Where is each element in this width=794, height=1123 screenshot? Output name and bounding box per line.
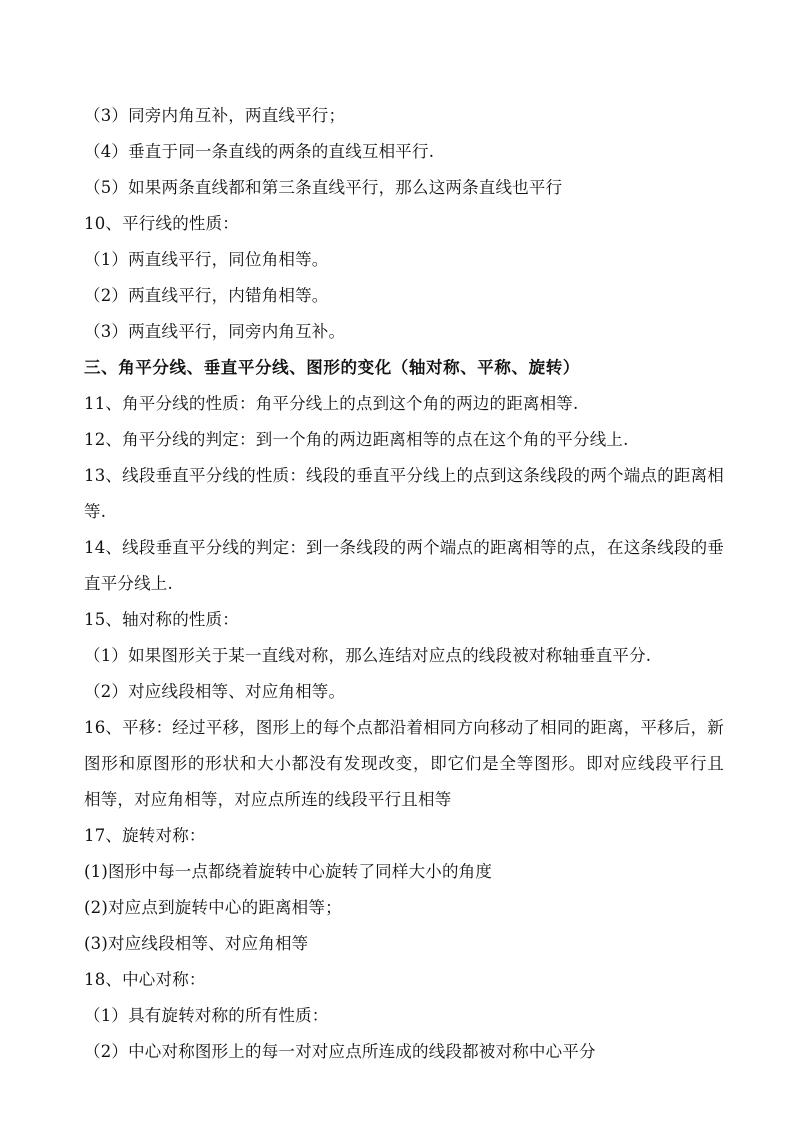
text-line: （2）两直线平行，内错角相等。 bbox=[84, 286, 329, 305]
section-heading: 三、角平分线、垂直平分线、图形的变化（轴对称、平称、旋转） bbox=[84, 358, 580, 377]
text-line: （3）同旁内角互补，两直线平行； bbox=[84, 106, 346, 125]
document-body bbox=[84, 98, 724, 1070]
text-line: 12、角平分线的判定：到一个角的两边距离相等的点在这个角的平分线上. bbox=[84, 430, 629, 449]
text-line: （5）如果两条直线都和第三条直线平行，那么这两条直线也平行 bbox=[84, 178, 563, 197]
section-item-title: 17、旋转对称： bbox=[84, 826, 206, 845]
paragraph: 14、线段垂直平分线的判定：到一条线段的两个端点的距离相等的点，在这条线段的垂直平分线上. bbox=[84, 538, 724, 593]
text-line: （4）垂直于同一条直线的两条的直线互相平行. bbox=[84, 142, 435, 161]
text-line: （2）对应线段相等、对应角相等。 bbox=[84, 682, 346, 701]
text-line: （1）如果图形关于某一直线对称，那么连结对应点的线段被对称轴垂直平分. bbox=[84, 646, 652, 665]
text-line: （3）两直线平行，同旁内角互补。 bbox=[84, 322, 346, 341]
section-item-title: 10、平行线的性质： bbox=[84, 214, 239, 233]
text-line: (1)图形中每一点都绕着旋转中心旋转了同样大小的角度 bbox=[84, 862, 493, 881]
paragraph: 13、线段垂直平分线的性质：线段的垂直平分线上的点到这条线段的两个端点的距离相等. bbox=[84, 466, 724, 521]
text-line: （1）两直线平行，同位角相等。 bbox=[84, 250, 329, 269]
text-line: （2）中心对称图形上的每一对对应点所连成的线段都被对称中心平分 bbox=[84, 1042, 596, 1061]
section-item-title: 15、轴对称的性质： bbox=[84, 610, 239, 629]
text-line: 11、角平分线的性质：角平分线上的点到这个角的两边的距离相等. bbox=[84, 394, 579, 413]
paragraph: 16、平移：经过平移，图形上的每个点都沿着相同方向移动了相同的距离，平移后，新图形和原图形的形状和大小都没有发现改变，即它们是全等图形。即对应线段平行且 相等，对应角相等，对应点所连的线段平行且相等 bbox=[84, 718, 724, 809]
text-line: (2)对应点到旋转中心的距离相等； bbox=[84, 898, 342, 917]
section-item-title: 18、中心对称： bbox=[84, 970, 206, 989]
text-line: (3)对应线段相等、对应角相等 bbox=[84, 934, 309, 953]
text-line: （1）具有旋转对称的所有性质： bbox=[84, 1006, 329, 1025]
